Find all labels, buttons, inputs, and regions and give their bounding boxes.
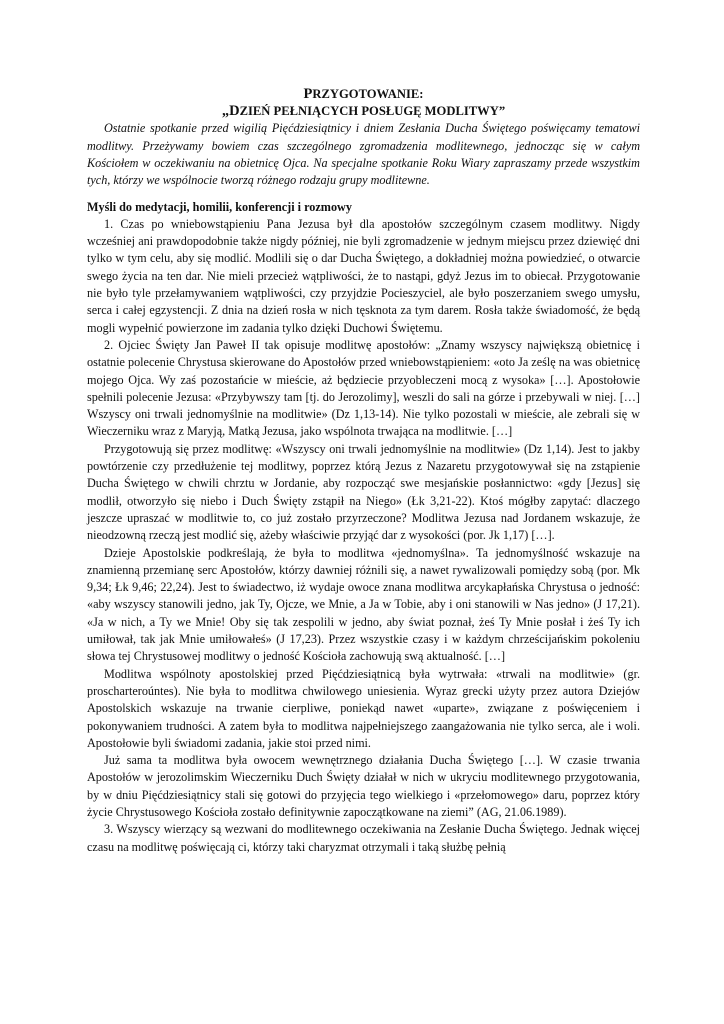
paragraph-4: Dzieje Apostolskie podkreślają, że była to modlitwa «jednomyślna». Ta jednomyślność wskazuje na znamienną przemianę serc Apostołów, którzy dawniej różnili się, a nawet rywalizowali pomiędzy sobą (por. Mk 9,34; Łk 9,46; 22,24). Jest to świadectwo, iż wydaje owoce znana modlitwa arcykapłańska Chrystusa o jedność: «aby wszyscy stanowili jedno, jak Ty, Ojcze, we Mnie, a Ja w Tobie, aby i oni stanowili w Nas jedno» (J 17,21). «Ja w nich, a Ty we Mnie! Oby się tak zespolili w jedno, aby świat poznał, żeś Ty Mnie posłał i żeś Ty ich umiłował, tak jak Mnie umiłowałeś» (J 17,23). Przez wszystkie czasy i w każdym chrześcijańskim pokoleniu słowa tej Chrystusowej modlitwy o jedność Kościoła zachowują swą aktualność. […] (87, 545, 640, 664)
document-subtitle: „DZIEŃ PEŁNIĄCYCH POSŁUGĘ MODLITWY” (221, 103, 506, 120)
section-heading: Myśli do medytacji, homilii, konferencji i rozmowy (87, 199, 352, 214)
paragraph-5: Modlitwa wspólnoty apostolskiej przed Pięćdziesiątnicą była wytrwała: «trwali na modlitwie» (gr. proscharteroúntes). Nie była to modlitwa chwilowego uniesienia. Wyraz grecki użyty przez autora Dziejów Apostolskich wskazuje na trwanie cierpliwe, poniekąd nawet «uparte», związane z poświęceniem i pokonywaniem trudności. A zatem była to modlitwa najpełniejszego zaangażowania nie tylko serca, ale i woli. Apostołowie byli świadomi zadania, jakie stoi przed nimi. (87, 666, 640, 750)
paragraph-7: 3. Wszyscy wierzący są wezwani do modlitewnego oczekiwania na Zesłanie Ducha Świętego. Jednak więcej czasu na modlitwę poświęcają ci, którzy taki charyzmat otrzymali i taką służbę pełnią (87, 822, 640, 854)
paragraph-2: 2. Ojciec Święty Jan Paweł II tak opisuje modlitwę apostołów: „Znamy wszyscy największą obietnicę i ostatnie polecenie Chrystusa skierowane do Apostołów przed wniebowstąpieniem: «oto Ja ześlę na was obietnicę mojego Ojca. Wy zaś pozostańcie w mieście, aż będziecie przyobleczeni mocą z wysoka» […]. Apostołowie spełnili polecenie Jezusa: «Przybywszy tam [tj. do Jerozolimy], weszli do sali na górze i przebywali w niej. […] Wszyscy oni trwali jednomyślnie na modlitwie» (Dz 1,13-14). Nie tylko pozostali w mieście, ale zebrali się w Wieczerniku wraz z Maryją, Matką Jezusa, jako wspólnota trwająca na modlitwie. […] (87, 337, 640, 439)
paragraph-3: Przygotowują się przez modlitwę: «Wszyscy oni trwali jednomyślnie na modlitwie» (Dz 1,14). Jest to jakby powtórzenie czy przedłużenie tej modlitwy, poprzez którą Jezus z Nazaretu przygotowywał się na zstąpienie Ducha Świętego w chwili chrztu w Jordanie, aby rozpocząć swe mesjańskie posłannictwo: «gdy [Jezus] się modlił, otworzyło się niebo i Duch Święty zstąpił na Niego» (Łk 3,21-22). Ktoś mógłby zapytać: dlaczego jeszcze upraszać w modlitwie to, co już zostało przyrzeczone? Modlitwa Jezusa nad Jordanem wskazuje, że nieodzowną rzeczą jest modlić się, ażeby właściwie przyjąć dar z wysokości (por. Jk 1,17) […]. (87, 441, 640, 543)
intro-paragraph: Ostatnie spotkanie przed wigilią Pięćdziesiątnicy i dniem Zesłania Ducha Świętego poświęcamy tematowi modlitwy. Przeżywamy bowiem czas szczególnego zgromadzenia modlitewnego, jednocząc się w całym Kościołem w oczekiwaniu na obietnicę Ojca. Na specjalne spotkanie Roku Wiary zapraszamy przede wszystkim tych, którzy we wspólnocie tworzą różnego rodzaju grupy modlitewne. (87, 121, 640, 188)
document-page (87, 86, 640, 856)
paragraph-6: Już sama ta modlitwa była owocem wewnętrznego działania Ducha Świętego […]. W czasie trwania Apostołów w jerozolimskim Wieczerniku Duch Święty działał w nich w ukryciu modlitewnego przygotowania, by w dniu Pięćdziesiątnicy stali się gotowi do przyjęcia tego wielkiego i «przełomowego» daru, poprzez który życie Chrystusowego Kościoła zostało definitywnie zapoczątkowane na ziemi” (AG, 21.06.1989). (87, 753, 640, 819)
document-title: PRZYGOTOWANIE: (303, 86, 424, 102)
paragraph-1: 1. Czas po wniebowstąpieniu Pana Jezusa był dla apostołów szczególnym czasem modlitwy. Nigdy wcześniej ani prawdopodobnie także nigdy później, nie byli zgromadzenie w jednym miejscu przez dziewięć dni tylko w tym celu, aby się modlić. Modlili się o dar Ducha Świętego, a dokładniej można powiedzieć, o otwarcie swego życia na ten dar. Nie mieli przecież wątpliwości, że to nastąpi, gdyż Jezus im to obiecał. Przygotowanie nie było tyle przełamywaniem wątpliwości, czy przyjdzie Pocieszyciel, ale było poszerzaniem swego umysłu, serca i całej egzystencji. Z dnia na dzień rosła w nich tęsknota za tym darem. Rosła także świadomość, że będą mogli wypełnić powierzone im zadania tylko dzięki Duchowi Świętemu. (87, 216, 640, 335)
